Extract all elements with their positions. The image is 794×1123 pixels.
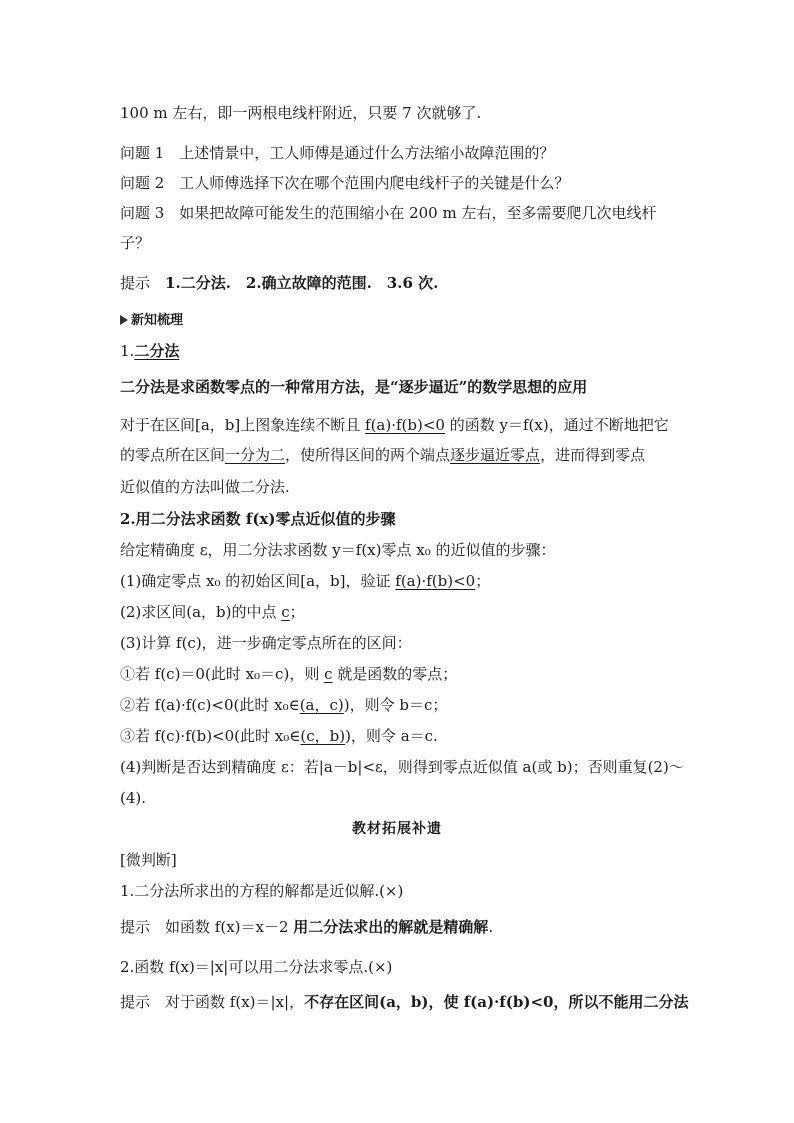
question-3-cont: 子？ xyxy=(120,234,151,252)
hint-line xyxy=(120,273,438,293)
case-2 xyxy=(120,695,447,715)
part1-summary: 二分法是求函数零点的一种常用方法，是“逐步逼近”的数学思想的应用 xyxy=(120,378,588,396)
hint-label: 提示 xyxy=(120,274,151,292)
split-underlined: 一分为二 xyxy=(225,446,286,464)
case3-underlined: (c，b) xyxy=(300,727,346,745)
text-run: 的零点所在区间 xyxy=(120,446,226,464)
text-run: ②若 f(a)·f(c)<0(此时 x₀∈ xyxy=(120,696,300,714)
part2-given: 给定精确度 ε，用二分法求函数 y＝f(x)零点 x₀ 的近似值的步骤： xyxy=(120,541,556,559)
text-run: )，则令 a＝c. xyxy=(345,727,438,745)
part2-title: 2.用二分法求函数 f(x)零点近似值的步骤 xyxy=(120,510,396,528)
question-3: 问题 3 如果把故障可能发生的范围缩小在 200 m 左右，至多需要爬几次电线杆 xyxy=(120,204,657,222)
question-2: 问题 2 工人师傅选择下次在哪个范围内爬电线杆子的关键是什么？ xyxy=(120,174,570,192)
part1-number: 1. xyxy=(120,342,135,360)
text-run: 就是函数的零点； xyxy=(332,665,458,683)
text-run: . xyxy=(488,918,494,936)
hint-label: 提示 xyxy=(120,918,151,936)
text-run: 对于在区间[a，b]上图象连续不断且 xyxy=(120,416,366,434)
question-1: 问题 1 上述情景中，工人师傅是通过什么方法缩小故障范围的？ xyxy=(120,144,555,162)
step-1 xyxy=(120,571,490,591)
text-run: 的函数 y＝f(x)，通过不断地把它 xyxy=(444,416,669,434)
section-title: 新知梳理 xyxy=(131,313,184,328)
text-run: )，则令 b＝c； xyxy=(343,696,448,714)
micro-judge-label: [微判断] xyxy=(120,851,177,869)
step-4: (4)判断是否达到精确度 ε：若|a－b|<ε，则得到零点近似值 a(或 b)；否则重复(2)～ xyxy=(120,758,684,776)
part1-para-line3: 近似值的方法叫做二分法. xyxy=(120,478,290,496)
judgement-1: 1.二分法所求出的方程的解都是近似解.(×) xyxy=(120,882,404,900)
step-2 xyxy=(120,602,305,622)
text-run: 如函数 f(x)＝x－2 xyxy=(165,918,294,936)
step-3: (3)计算 f(c)，进一步确定零点所在的区间： xyxy=(120,634,412,652)
judgement-1-hint xyxy=(120,917,493,937)
part1-para-line1 xyxy=(120,415,669,435)
part1-title: 二分法 xyxy=(134,342,180,360)
text-run: 对于函数 f(x)＝|x|， xyxy=(165,993,305,1011)
judgement-2-hint xyxy=(120,992,688,1012)
hint-bold: 不存在区间(a，b)，使 f(a)·f(b)<0，所以不能用二分法 xyxy=(304,993,689,1011)
triangle-icon xyxy=(120,315,128,325)
intro-line: 100 m 左右，即一两根电线杆附近，只要 7 次就够了. xyxy=(120,104,482,122)
text-run: ； xyxy=(289,603,305,621)
hint-text: 1.二分法. 2.确立故障的范围. 3.6 次. xyxy=(165,274,439,292)
case2-underlined: (a，c) xyxy=(299,696,344,714)
text-run: ，使所得区间的两个端点 xyxy=(285,446,451,464)
step2-underlined: c xyxy=(281,603,290,621)
hint-bold: 用二分法求出的解就是精确解 xyxy=(293,918,489,936)
approach-underlined: 逐步逼近零点 xyxy=(450,446,541,464)
part1-para-line2 xyxy=(120,445,645,465)
case-1 xyxy=(120,664,457,684)
case-3 xyxy=(120,726,438,746)
condition-underlined: f(a)·f(b)<0 xyxy=(365,416,445,434)
text-run: ； xyxy=(475,572,491,590)
extension-title: 教材拓展补遗 xyxy=(352,821,442,837)
text-run: (1)确定零点 x₀ 的初始区间[a，b]，验证 xyxy=(120,572,396,590)
text-run: ①若 f(c)＝0(此时 x₀＝c)，则 xyxy=(120,665,325,683)
text-run: ③若 f(c)·f(b)<0(此时 x₀∈ xyxy=(120,727,301,745)
step1-underlined: f(a)·f(b)<0 xyxy=(395,572,476,590)
section-heading xyxy=(120,311,183,331)
judgement-2: 2.函数 f(x)＝|x|可以用二分法求零点.(×) xyxy=(120,958,393,976)
case1-underlined: c xyxy=(324,665,333,683)
text-run: (2)求区间(a，b)的中点 xyxy=(120,603,282,621)
step-4-cont: (4). xyxy=(120,789,147,807)
hint-label: 提示 xyxy=(120,993,151,1011)
text-run: ，进而得到零点 xyxy=(540,446,646,464)
part1-heading xyxy=(120,341,179,361)
